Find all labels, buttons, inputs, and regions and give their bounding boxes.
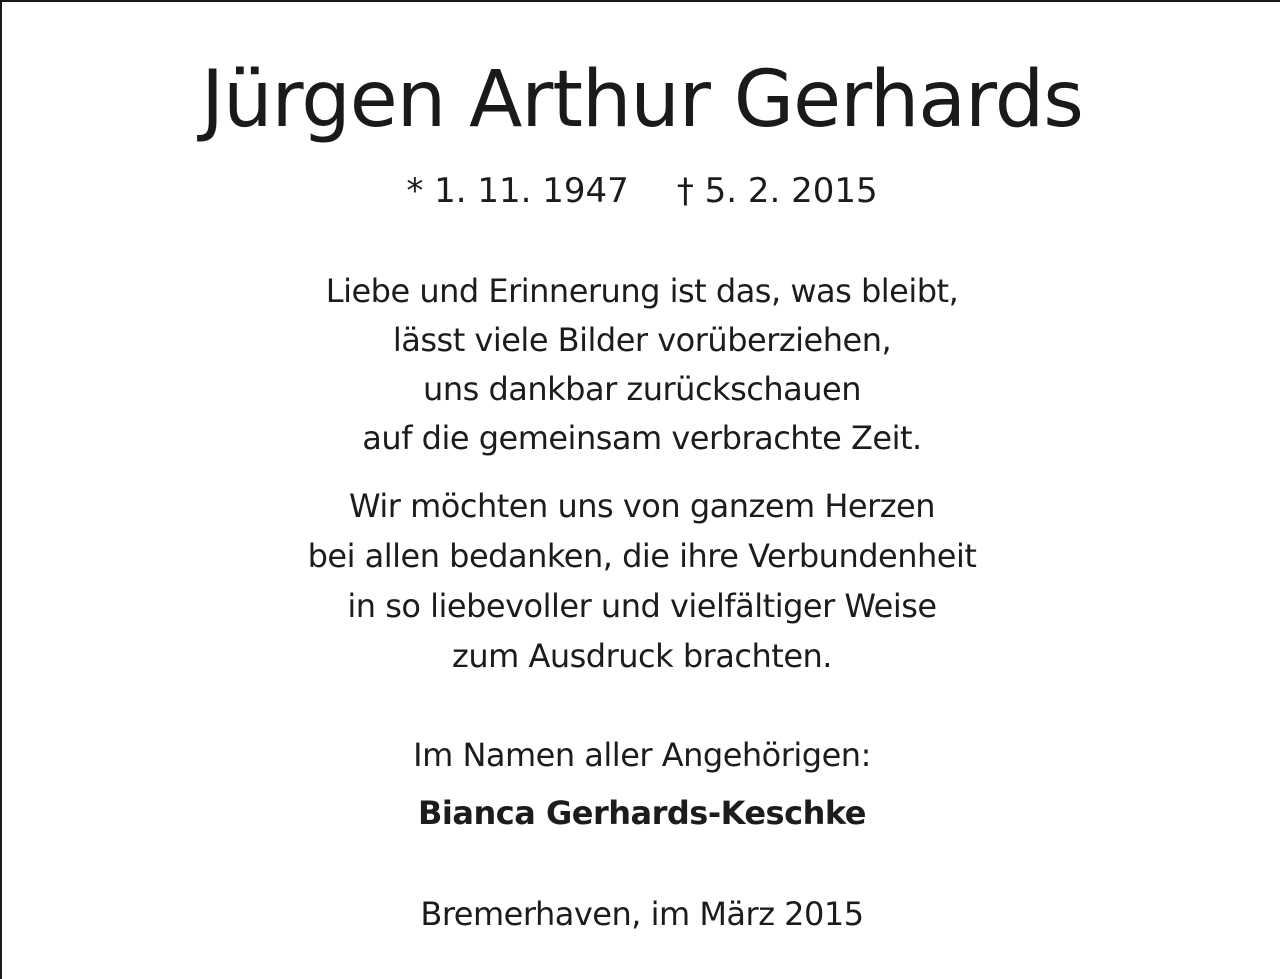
life-dates [2,168,1280,214]
birth-date: * 1. 11. 1947 [406,171,629,211]
signer-name: Bianca Gerhards-Keschke [418,794,866,832]
verse-line-3: uns dankbar zurückschauen [423,370,861,408]
thanks-line-3: in so liebevoller und vielfältiger Weise [347,587,937,625]
verse-line-4: auf die gemeinsam verbrachte Zeit. [362,419,922,457]
thanks-line-4: zum Ausdruck brachten. [452,637,832,675]
on-behalf-text: Im Namen aller Angehörigen: [413,736,871,774]
deceased-name: Jürgen Arthur Gerhards [201,55,1083,145]
verse-line-2: lässt viele Bilder vorüberziehen, [392,321,892,359]
thanks-line-2: bei allen bedanken, die ihre Verbundenheit [307,537,977,575]
place-date: Bremerhaven, im März 2015 [420,895,864,933]
death-date: † 5. 2. 2015 [676,171,878,211]
thanks-line-1: Wir möchten uns von ganzem Herzen [348,487,936,525]
verse-line-1: Liebe und Erinnerung ist das, was bleibt, [325,272,959,310]
